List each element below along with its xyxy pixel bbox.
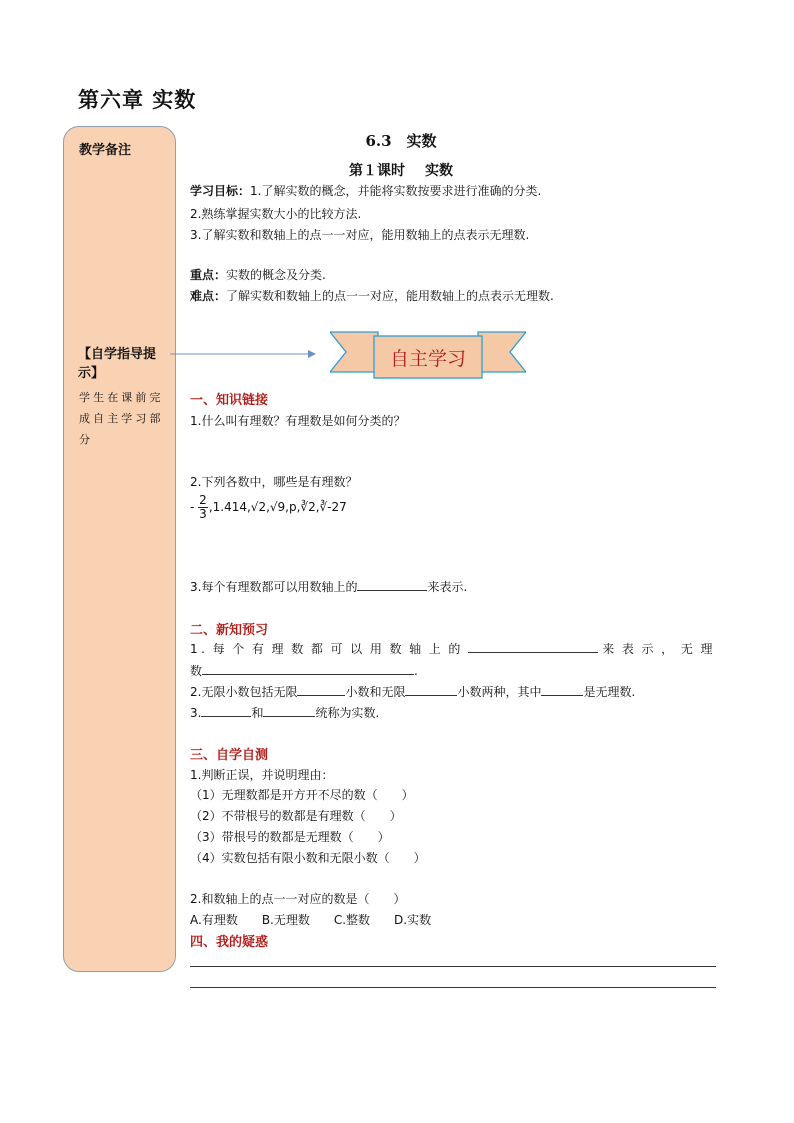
judgment-item: （3）带根号的数都是无理数（ ）: [190, 830, 390, 844]
q2-part-d: 是无理数.: [583, 685, 636, 699]
section-4-heading: 四、我的疑惑: [190, 935, 269, 950]
self-study-banner: [330, 328, 526, 384]
key-point: [190, 266, 326, 283]
difficulty-label: 难点：: [190, 289, 227, 303]
objective-line-1: [190, 182, 541, 199]
connector-arrow: [170, 345, 320, 365]
number-list-formula: [190, 494, 347, 521]
teaching-notes-sidebar: [63, 126, 176, 972]
fraction: [198, 494, 208, 521]
q2-part-a: 2.无限小数包括无限: [190, 685, 298, 699]
answer-line[interactable]: [190, 966, 716, 967]
section-title: 6.3 实数: [365, 132, 437, 150]
section-1-heading: 一、知识链接: [190, 393, 269, 408]
answer-blank[interactable]: [297, 683, 345, 696]
answer-blank[interactable]: [541, 683, 583, 696]
answer-blank[interactable]: [357, 578, 427, 591]
fraction-denominator: 3: [199, 507, 207, 521]
section-2-heading: 二、新知预习: [190, 623, 269, 638]
objective-1: 1.了解实数的概念，并能将实数按要求进行准确的分类.: [250, 184, 542, 198]
q2-part-b: 小数和无限: [345, 685, 406, 699]
lesson-part: 第１课时: [349, 163, 405, 179]
q3-suffix: 来表示.: [427, 580, 468, 594]
sidebar-title: 教学备注: [79, 143, 132, 158]
guide-note: 学生在课前完成自主学习部分: [79, 391, 163, 446]
lesson-title: [0, 160, 794, 180]
judgment-item: （1）无理数都是开方开不尽的数（ ）: [190, 788, 414, 802]
guide-heading: 【自学指导提示】: [78, 347, 157, 381]
key-point-text: 实数的概念及分类.: [226, 268, 326, 282]
section-3-heading: 三、自学自测: [190, 748, 269, 763]
objectives-label: 学习目标：: [190, 184, 251, 198]
sec2-question-1-line-2: [190, 662, 418, 679]
difficulty-text: 了解实数和数轴上的点一一对应，能用数轴上的点表示无理数.: [226, 289, 554, 303]
answer-blank[interactable]: [201, 704, 251, 717]
judgment-item: （2）不带根号的数都是有理数（ ）: [190, 809, 402, 823]
formula-minus: -: [190, 500, 195, 514]
formula-rest: ,1.414,√2,√9,p,∛2,∛-27: [208, 500, 347, 514]
q1-prefix: 1.每个有理数都可以用数轴上的: [190, 642, 469, 656]
fraction-numerator: 2: [199, 493, 207, 507]
sec3-question-1: 1.判断正误，并说明理由：: [190, 768, 334, 782]
q1-suffix: 来表示，无理: [598, 642, 716, 656]
sec1-question-1: 1.什么叫有理数？有理数是如何分类的？: [190, 414, 406, 428]
answer-blank[interactable]: [468, 640, 598, 653]
answer-blank[interactable]: [263, 704, 315, 717]
answer-blank[interactable]: [405, 683, 457, 696]
lesson-name: 实数: [425, 163, 453, 179]
q1-line2-prefix: 数: [190, 664, 203, 678]
key-point-label: 重点：: [190, 268, 227, 282]
sec2-question-2: [190, 683, 635, 700]
difficulty: [190, 287, 554, 304]
answer-options: A.有理数 B.无理数 C.整数 D.实数: [190, 913, 432, 927]
sec1-question-2: 2.下列各数中，哪些是有理数？: [190, 475, 358, 489]
objective-3: 3.了解实数和数轴上的点一一对应，能用数轴上的点表示无理数.: [190, 228, 530, 242]
q3-prefix: 3.每个有理数都可以用数轴上的: [190, 580, 358, 594]
q3-part-b: 和: [251, 706, 264, 720]
banner-label: 自主学习: [389, 348, 467, 370]
sec2-question-3: [190, 704, 379, 721]
q2-part-c: 小数两种，其中: [457, 685, 542, 699]
judgment-item: （4）实数包括有限小数和无限小数（ ）: [190, 851, 426, 865]
q1-line2-suffix: .: [414, 664, 418, 678]
sec2-question-1-line-1: [190, 640, 716, 657]
objective-2: 2.熟练掌握实数大小的比较方法.: [190, 207, 362, 221]
q3-part-c: 统称为实数.: [315, 706, 380, 720]
answer-blank[interactable]: [202, 662, 414, 675]
answer-line[interactable]: [190, 987, 716, 988]
sec1-question-3: [190, 578, 467, 595]
q3-part-a: 3.: [190, 706, 202, 720]
sec3-question-2: 2.和数轴上的点一一对应的数是（ ）: [190, 892, 406, 906]
chapter-title: 第六章 实数: [78, 87, 197, 112]
